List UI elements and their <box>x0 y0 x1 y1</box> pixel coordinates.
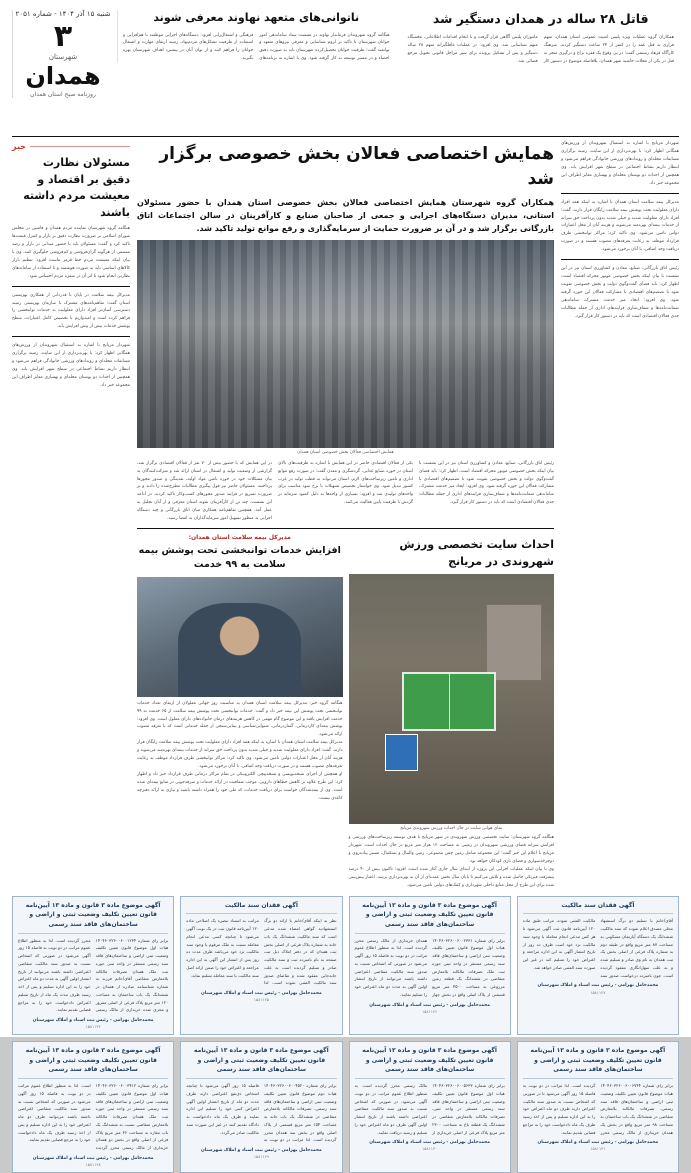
third-story-body-c: شهردار مریانج با اشاره به استقبال شهروندان از ورزش‌های همگانی اظهار کرد: با بهره‌برداری از این سایت، زمینه برگزاری مسابقات محله‌ای و رویدادهای ورزشی خانوادگی فراهم می‌شود و انتظار داریم نشاط اجتماعی در سطح شهر افزایش یابد. وی همچنین از احداث دو بوستان محله‌ای و بهسازی معابر اطراف این مجموعه خبر داد. <box>561 141 679 186</box>
column-left <box>561 140 679 890</box>
ad-card[interactable] <box>517 896 679 1035</box>
divider <box>561 259 679 260</box>
second-story-kicker: مدیرکل بیمه سلامت استان همدان: <box>188 534 291 542</box>
content-grid <box>12 140 679 890</box>
section-label: شهرستان <box>48 53 78 61</box>
second-story-photo <box>137 577 343 697</box>
divider <box>137 528 554 529</box>
aerial-court <box>385 734 418 771</box>
ad-code: ۱۵۸۱۱۳۱ <box>590 1146 606 1152</box>
ad-body: آقای/خانم با تسلیم دو برگ استشهاد محلی مصدق اعلام نموده که سند مالکیت ششدانگ یک دستگاه آپارتمان مسکونی به مساحت ۸۷ متر مربع واقع در طبقه دوم به شماره پلاک فرعی از اصلی بخش یک ثبت همدان به نام وی صادر و تسلیم شده و به علت سهل‌انگاری مفقود گردیده است. چون نامبرده درخواست صدور سند مالکیت المثنی نموده، مراتب طبق ماده ۱۲۰ آیین‌نامه قانون ثبت آگهی می‌شود تا هر کس مدعی انجام معامله یا وجود سند مالکیت نزد خود است ظرف ده روز از تاریخ انتشار آگهی به این اداره مراجعه و اعتراض خود را تسلیم کند در غیر این صورت سند المثنی صادر خواهد شد. <box>522 918 673 978</box>
ad-signature: محمدحامل بهرامی - رئیس ثبت اسناد و املاک شهرستان <box>369 1002 491 1008</box>
brief-3-headline: مسئولان نظارت دقیق بر اقتصاد و معیشت مردم داشته باشند <box>23 156 130 219</box>
second-story-body-b-left: مدیرکل بیمه سلامت استان همدان با اشاره به اینکه همه افراد دارای معلولیت تحت پوشش بیمه سلامت رایگان قرار دارند، گفت: افراد دارای معلولیت شدید و خیلی شدید بدون پرداخت حق سرانه از خدمات بیمه‌ای بهره‌مند می‌شوند و هزینه آنان از محل اعتبارات دولتی تامین می‌شود. وی تاکید کرد: مراکز توانبخشی طرف قرارداد موظف به رعایت تعرفه‌های مصوب هستند و در صورت دریافت وجه اضافی، با آنان برخورد می‌شود. <box>561 199 679 253</box>
ad-title: آگهی فقدان سند مالکیت <box>523 901 673 915</box>
second-story <box>137 534 343 890</box>
ad-title: آگهی موضوع ماده ۳ قانون و ماده ۱۳ آیین‌نامه قانون تعیین تکلیف وضعیت ثبتی و اراضی و ساختمان‌های فاقد سند رسمی <box>18 1046 168 1079</box>
main-body-left: رئیس اتاق بازرگانی، صنایع، معادن و کشاورزی استان نیز در این نشست با بیان اینکه بخش خصوصی موتور محرکه اقتصاد است، اظهار کرد: باید فضای گفت‌وگوی دولت و بخش خصوصی تقویت شود تا تصمیم‌های اقتصادی با مشارکت فعالان این حوزه گرفته شود. وی افزود: ایجاد میز خدمت مشترک، ساماندهی ضمانت‌نامه‌ها و شفاف‌سازی فرایندهای اداری از جمله مطالبات جدی فعالان اقتصادی است که باید در دستور کار قرار گیرد. <box>419 460 554 506</box>
third-story-body-a: هنگامه گروه شهرستان: سایت تخصصی ورزش شهروندی در شهر مریانج با هدف توسعه زیرساخت‌های ورزشی و افزایش سرانه فضای ورزشی شهروندان در زمینی به مساحت ۱۲ هزار متر مربع در حال احداث است. شهردار مریانج با اعلام این خبر گفت: این مجموعه شامل زمین چمن مصنوعی، زمین والیبال و بسکتبال، مسیر پیاده‌روی و دوچرخه‌سواری و فضای بازی کودکان خواهد بود. <box>348 835 554 864</box>
masthead <box>12 10 679 130</box>
third-story-photo-caption: نمای هوایی سایت در حال احداث ورزش شهروندی مریانج <box>400 826 503 832</box>
masthead-divider <box>12 136 679 137</box>
ad-code: ۱۵۸۱۱۲۸ <box>85 1161 101 1167</box>
ad-card[interactable] <box>12 1041 174 1173</box>
ad-row-1 <box>12 896 679 1035</box>
main-body-mid: یکی از فعالان اقتصادی حاضر در این همایش با اشاره به ظرفیت‌های بالای استان در حوزه صنایع غذایی، گردشگری و معدن گفت: در صورت رفع موانع اداری و تامین زیرساخت‌های لازم، استان می‌تواند به قطب تولید در غرب کشور تبدیل شود. وی خواستار تخصیص تسهیلات با نرخ سود مناسب برای واحدهای تولیدی شد و افزود: بسیاری از واحدها به دلیل کمبود سرمایه در گردش با ظرفیت پایین فعالیت می‌کنند. <box>278 460 413 506</box>
third-story-photo <box>349 574 555 824</box>
page-number: ۳ <box>53 19 73 54</box>
ad-title: آگهی موضوع ماده ۳ قانون و ماده ۱۳ آیین‌نامه قانون تعیین تکلیف وضعیت ثبتی و اراضی و ساختمان‌های فاقد سند رسمی <box>355 901 505 934</box>
ad-title: آگهی موضوع ماده ۳ قانون و ماده ۱۳ آیین‌نامه قانون تعیین تکلیف وضعیت ثبتی و اراضی و ساختمان‌های فاقد سند رسمی <box>523 1046 673 1079</box>
ad-card[interactable] <box>180 1041 342 1173</box>
ad-signature: محمدحامل بهرامی - رئیس ثبت اسناد و املاک شهرستان <box>200 1148 322 1154</box>
main-body-right: در این همایش که با حضور بیش از ۷۰ نفر از فعالان اقتصادی برگزار شد، گزارشی از وضعیت تولید و اشتغال در استان ارائه شد و شرکت‌کنندگان به بیان مشکلات خود در حوزه تامین مواد اولیه، نقدینگی و صدور مجوزها پرداختند. مسئولان حاضر نیز قول پیگیری مطالبات مطرح‌شده را دادند و بر ضرورت تسریع در فرایند صدور مجوزهای کسب‌وکار تاکید کردند. در ادامه این نشست، چند تن از کارآفرینان نمونه استان معرفی و از آنان تجلیل به عمل آمد. همچنین تفاهم‌نامه همکاری میان اتاق بازرگانی و چند دستگاه اجرایی به منظور تسهیل امور سرمایه‌گذاران به امضا رسید. <box>137 460 272 522</box>
ad-body: برابر رای شماره ۱۴۰۴۶۰۳۲۶۰۰۶۰۰۵۶۳۳ هیات اول موضوع قانون تعیین تکلیف وضعیت ثبتی اراضی و ساختمان‌های فاقد سند رسمی مستقر در واحد ثبتی، تصرفات مالکانه بلامعارض متقاضی در ششدانگ یک قطعه باغ به مساحت ۲۳۰۰ متر مربع پلاک فرعی از اصلی خریداری از مالک رسمی محرز گردیده است. به منظور اطلاع عموم مراتب در دو نوبت آگهی می‌شود. در صورتی که اشخاص نسبت به صدور سند مالکیت متقاضی اعتراضی داشته باشند از تاریخ انتشار اولین آگهی ظرف دو ماه اعتراض خود را تسلیم و رسید دریافت نمایند. <box>354 1083 505 1135</box>
ad-body: برابر رای شماره ۱۴۰۴۶۰۳۲۶۰۰۶۰۰۴۵۲۰ هیات دوم موضوع قانون تعیین تکلیف وضعیت ثبتی اراضی و ساختمان‌های فاقد سند رسمی، تصرفات مالکانه بلامعارض متقاضی در ششدانگ یک باب خانه به مساحت ۱۵۴ متر مربع قسمتی از پلاک اصلی واقع در بخش سه همدان محرز گردیده است. لذا مراتب در دو نوبت به فاصله ۱۵ روز آگهی می‌شود تا چنانچه اشخاص ذی‌نفع اعتراضی دارند ظرف مدت دو ماه از تاریخ انتشار اولین آگهی اعتراض کتبی خود را تسلیم این اداره نمایند و ظرف یک ماه دادخواست به دادگاه تقدیم کنند در غیر این صورت سند مالکیت صادر می‌گردد. <box>186 1083 337 1143</box>
section-bar-rule <box>30 146 130 147</box>
ad-title: آگهی موضوع ماده ۳ قانون و ماده ۱۳ آیین‌نامه قانون تعیین تکلیف وضعیت ثبتی و اراضی و ساختمان‌های فاقد سند رسمی <box>18 901 168 934</box>
ad-body: برابر رای شماره ۱۴۰۴۶۰۳۲۶۰۰۶۰۰۳۴۱۲ هیات اول موضوع قانون تعیین تکلیف وضعیت ثبتی اراضی و ساختمان‌های فاقد سند رسمی مستقر در واحد ثبتی حوزه ثبت ملک همدان تصرفات مالکانه بلامعارض متقاضی نسبت به ششدانگ یک باب مغازه به مساحت ۳۶ متر مربع پلاک فرعی از اصلی واقع در بخش دو همدان خریداری از مالک رسمی محرز گردیده است. لذا به منظور اطلاع عموم مراتب در دو نوبت به فاصله ۱۵ روز آگهی می‌شود در صورتی که اشخاص نسبت به صدور سند مالکیت متقاضی اعتراضی داشته باشند می‌توانند ظرف دو ماه اعتراض خود را به این اداره تسلیم و پس از اخذ رسید ظرف یک ماه دادخواست خود را به مرجع قضایی تقدیم نمایند. <box>18 1083 169 1151</box>
brand-title: همدان <box>25 62 101 90</box>
ad-title: آگهی موضوع ماده ۳ قانون و ماده ۱۳ آیین‌نامه قانون تعیین تکلیف وضعیت ثبتی و اراضی و ساختمان‌های فاقد سند رسمی <box>355 1046 505 1079</box>
ad-code: ۱۵۸۱۱۲۶ <box>422 1008 438 1014</box>
ad-row-2 <box>12 1041 679 1173</box>
brief-3-body: هنگامه گروه شهرستان نماینده مردم همدان و فامنین در مجلس شورای اسلامی بر ضرورت نظارت دقیق بر بازار و کنترل قیمت‌ها تاکید کرد و گفت: مسئولان باید با حضور میدانی در بازار و رصد مستمر، از هرگونه گران‌فروشی و کم‌فروشی جلوگیری کنند. وی با بیان اینکه معیشت مردم خط قرمز ماست افزود: تنظیم بازار کالاهای اساسی باید به صورت هوشمند و با استفاده از سامانه‌های نظارتی انجام شود تا اثر آن در سفره مردم احساس شود. <box>12 226 130 279</box>
second-story-body-d: مدیرکل بیمه سلامت در پایان با قدردانی از همکاری بهزیستی استان گفت: تفاهم‌نامه‌های مشترک با سازمان بهزیستی زمینه دسترسی آسان‌تر افراد دارای معلولیت به خدمات توانبخشی را فراهم کرده است و امیدواریم با تخصیص کامل اعتبارات، سطح پوشش خدمات بیش از پیش افزایش یابد. <box>12 292 130 330</box>
divider <box>12 336 130 337</box>
ad-signature: محمدحامل بهرامی - رئیس ثبت اسناد و املاک شهرستان <box>369 1140 491 1146</box>
ad-signature: محمدحامل بهرامی - رئیس ثبت اسناد و املاک شهرستان <box>537 1140 659 1146</box>
brief-body: همکاران گروه عملیات ویژه پلیس امنیت عمومی استان همدان، متهم فراری به قتل عمد را در کمتر از ۲۴ ساعت دستگیر کردند. سرهنگ کارآگاه فرهاد رستمی گفت: در پی وقوع یک فقره نزاع و درگیری منجر به قتل در یکی از محلات حاشیه شهر همدان، بلافاصله موضوع در دستور کار ماموران پلیس آگاهی قرار گرفت و با انجام اقدامات اطلاعاتی، مخفیگاه متهم شناسایی شد. وی افزود: در عملیات غافلگیرانه متهم ۲۸ ساله دستگیر و پس از تشکیل پرونده برای سیر مراحل قانونی تحویل مرجع قضائی شد. <box>407 34 674 64</box>
divider <box>561 193 679 194</box>
issue-date: شنبه ۱۵ آذر ۱۴۰۴ - شماره ۲۰۵۱ <box>15 10 111 18</box>
main-headline: همایش اختصاصی فعالان بخش خصوصی برگزار شد <box>159 144 554 189</box>
ad-code: ۱۵۸۱۱۲۷ <box>590 989 606 995</box>
ad-body: برابر رای شماره ۱۴۰۴۶۰۳۲۶۰۰۶۰۰۲۳۳۱ هیات اول موضوع قانون تعیین تکلیف وضعیت ثبتی اراضی و ساختمان‌های فاقد سند رسمی مستقر در واحد ثبتی حوزه ثبت ملک تصرفات مالکانه بلامعارض متقاضی در ششدانگ یک قطعه زمین مزروعی به مساحت ۴۵۰۰ متر مربع قسمتی از پلاک اصلی واقع در بخش چهار همدان خریداری از مالک رسمی محرز گردیده است. لذا به منظور اطلاع عموم مراتب در دو نوبت به فاصله ۱۵ روز آگهی می‌شود در صورتی که اشخاص نسبت به صدور سند مالکیت متقاضی اعتراضی داشته باشند می‌توانند از تاریخ انتشار اولین آگهی به مدت دو ماه اعتراض خود را تسلیم نمایند. <box>354 937 505 997</box>
ad-card[interactable] <box>180 896 342 1035</box>
third-story <box>349 534 555 890</box>
masthead-logo <box>12 10 109 98</box>
aerial-football-field <box>402 672 496 731</box>
ad-card[interactable] <box>517 1041 679 1173</box>
brand-subtitle: روزنامه صبح استان همدان <box>30 91 96 99</box>
second-story-headline: افزایش خدمات توانبخشی تحت پوشش بیمه سلامت به ۹۹ خدمت <box>138 545 341 571</box>
brief-title: قاتل ۲۸ ساله در همدان دستگیر شد <box>432 11 649 26</box>
lower-stories <box>137 534 554 890</box>
brief-news-2 <box>117 10 395 63</box>
second-story-body-a: هنگامه گروه خبر: مدیرکل بیمه سلامت استان همدان به مناسبت روز جهانی معلولان از ارتقای تعداد خدمات توانبخشی تحت پوشش این بیمه خبر داد و گفت: خدمات توانبخشی تحت پوشش بیمه سلامت از ۶۵ خدمت به ۹۹ خدمت افزایش یافته و این موضوع گام مهمی در کاهش هزینه‌های درمان خانواده‌های دارای معلول است. وی افزود: پوشش بیمه‌ای کاردرمانی، گفتاردرمانی، شنوایی‌شناسی و بینایی‌سنجی از جمله خدماتی است که با تعرفه مصوب ارائه می‌شود. <box>137 700 343 738</box>
ad-signature: محمدحامل بهرامی - رئیس ثبت اسناد و املاک شهرستان <box>537 983 659 989</box>
main-body-columns <box>137 460 554 524</box>
ad-body: برابر رای شماره ۱۴۰۴۶۰۳۲۶۰۰۶۰۰۱۲۳۴ هیات اول موضوع قانون تعیین تکلیف وضعیت ثبتی اراضی و ساختمان‌های فاقد سند رسمی مستقر در واحد ثبتی حوزه ثبت ملک همدان تصرفات مالکانه بلامعارض متقاضی آقای/خانم فرزند به شماره شناسنامه صادره از همدان در ششدانگ یک باب ساختمان به مساحت ۱۲۰ متر مربع پلاک فرعی از اصلی مفروز و مجزی شده خریداری از مالک رسمی محرز گردیده است. لذا به منظور اطلاع عموم مراتب در دو نوبت به فاصله ۱۵ روز آگهی می‌شود در صورتی که اشخاص نسبت به صدور سند مالکیت متقاضی اعتراضی داشته باشند می‌توانند از تاریخ انتشار اولین آگهی به مدت دو ماه اعتراض خود را به این اداره تسلیم و پس از اخذ رسید ظرف مدت یک ماه از تاریخ تسلیم اعتراض دادخواست خود را به مراجع قضایی تقدیم نمایند. <box>18 937 169 1013</box>
ad-signature: محمدحامل بهرامی - رئیس ثبت اسناد و املاک شهرستان <box>32 1018 154 1024</box>
column-right <box>12 140 130 890</box>
divider <box>12 286 130 287</box>
ad-signature: محمدحامل بهرامی - رئیس ثبت اسناد و املاک شهرستان <box>200 991 322 997</box>
ad-signature: محمدحامل بهرامی - رئیس ثبت اسناد و املاک شهرستان <box>32 1155 154 1161</box>
brief-body: هنگامه گروه شهروندان فرماندار نهاوند در نشست ستاد ساماندهی امور جوانان شهرستان با تاکید بر لزوم شناسایی و معرفی نیروهای متعهد و توانمند گفت: ظرفیت جوانان تحصیل‌کرده شهرستان باید به صورت دقیق احصاء و در مسیر توسعه به کار گرفته شود. وی با اشاره به برنامه‌های فرهنگی و اشتغال‌زایی افزود: دستگاه‌های اجرایی موظفند با هم‌افزایی و استفاده از ظرفیت تشکل‌های مردم‌نهاد، زمینه ارتقای مهارت و اشتغال جوانان را فراهم کنند و از توان آنان در پیشبرد اهداف شهرستان بهره بگیرند. <box>123 32 390 62</box>
ad-title: آگهی موضوع ماده ۳ قانون و ماده ۱۳ آیین‌نامه قانون تعیین تکلیف وضعیت ثبتی و اراضی و ساختمان‌های فاقد سند رسمی <box>186 1046 336 1079</box>
ad-body: برابر رای شماره ۱۴۰۴۶۰۳۲۶۰۰۶۰۰۶۷۴۴ هیات موضوع قانون تعیین تکلیف وضعیت ثبتی اراضی و ساختمان‌های فاقد سند رسمی، تصرفات مالکانه بلامعارض متقاضی در ششدانگ یک باب ساختمان به مساحت ۹۸ متر مربع واقع در بخش یک همدان خریداری از مالک رسمی محرز گردیده است. لذا مراتب در دو نوبت به فاصله ۱۵ روز آگهی می‌شود تا در صورتی که اشخاص نسبت به صدور سند مالکیت اعتراض دارند ظرف دو ماه اعتراض خود را به این اداره تسلیم و پس از اخذ رسید ظرف یک ماه دادخواست خود را به مراجع قضایی تقدیم نمایند. <box>522 1083 673 1135</box>
ad-card[interactable] <box>349 896 511 1035</box>
ad-code: ۱۵۸۱۱۲۴ <box>85 1024 101 1030</box>
brief-news-1 <box>403 10 680 66</box>
ad-title: آگهی فقدان سند مالکیت <box>186 901 336 915</box>
ad-card[interactable] <box>12 896 174 1035</box>
main-photo-caption: همایش اختصاصی فعالان بخش خصوصی استان همدان <box>297 449 394 455</box>
main-lead: همکاران گروه شهرستان همایش اختصاصی فعالان بخش خصوصی استان همدان با حضور مسئولان استانی، مدیران دستگاه‌های اجرایی و جمعی از صاحبان صنایع و کارآفرینان در سالن اجتماعات اتاق بازرگانی برگزار شد و در آن بر ضرورت حمایت از سرمایه‌گذاری و رفع موانع تولید تاکید شد. <box>137 198 554 233</box>
ad-card[interactable] <box>349 1041 511 1173</box>
ad-code: ۱۵۸۱۱۲۹ <box>253 1154 269 1160</box>
second-story-body-b: مدیرکل بیمه سلامت استان همدان با اشاره به اینکه همه افراد دارای معلولیت تحت پوشش بیمه سلامت رایگان قرار دارند، گفت: افراد دارای معلولیت شدید و خیلی شدید بدون پرداخت حق سرانه از خدمات بیمه‌ای بهره‌مند می‌شوند و هزینه آنان از محل اعتبارات دولتی تامین می‌شود. وی تاکید کرد: مراکز توانبخشی طرف قرارداد موظف به رعایت تعرفه‌های مصوب هستند و در صورت دریافت وجه اضافی، با آنان برخورد می‌شود. <box>137 740 343 770</box>
third-story-body-c-dup: شهردار مریانج با اشاره به استقبال شهروندان از ورزش‌های همگانی اظهار کرد: با بهره‌برداری از این سایت، زمینه برگزاری مسابقات محله‌ای و رویدادهای ورزشی خانوادگی فراهم می‌شود و انتظار داریم نشاط اجتماعی در سطح شهر افزایش یابد. وی همچنین از احداث دو بوستان محله‌ای و بهسازی معابر اطراف این مجموعه خبر داد. <box>12 343 130 388</box>
aerial-building <box>486 604 541 681</box>
main-body-left-cont: رئیس اتاق بازرگانی، صنایع، معادن و کشاورزی استان نیز در این نشست با بیان اینکه بخش خصوصی موتور محرکه اقتصاد است، اظهار کرد: باید فضای گفت‌وگوی دولت و بخش خصوصی تقویت شود تا تصمیم‌های اقتصادی با مشارکت فعالان این حوزه گرفته شود. وی افزود: ایجاد میز خدمت مشترک، ساماندهی ضمانت‌نامه‌ها و شفاف‌سازی فرایندهای اداری از جمله مطالبات جدی فعالان اقتصادی است که باید در دستور کار قرار گیرد. <box>561 266 679 319</box>
section-bar-label: خبر <box>12 142 27 151</box>
classified-ads <box>12 896 679 1173</box>
second-story-body-c: او همچنین از اجرای نسخه‌نویسی و نسخه‌پیچی الکترونیکی در تمام مراکز درمانی طرف قرارداد خبر داد و اظهار کرد: این طرح علاوه بر کاهش خطاهای دارویی، موجب شفافیت در ارائه خدمات و صرفه‌جویی در منابع بیمه‌ای شده است. وی از بیمه‌شدگان خواست برای دریافت خدمات، کد ملی خود را همراه داشته باشند و نیازی به ارائه دفترچه کاغذی نیست. <box>137 772 343 801</box>
main-photo <box>137 240 554 448</box>
ad-code: ۱۵۸۱۱۲۵ <box>253 997 269 1003</box>
section-bar <box>12 142 130 151</box>
third-story-body-b: وی با بیان اینکه عملیات اجرایی این پروژه از ابتدای سال جاری آغاز شده است، افزود: تاکنون بیش از ۴۰ درصد پیشرفت فیزیکی حاصل شده و تلاش می‌کنیم تا پایان سال بخش عمده‌ای از آن به بهره‌برداری برسد. اعتبار پیش‌بینی شده برای این طرح از محل منابع داخلی شهرداری و کمک‌های دولتی تامین می‌شود. <box>348 866 554 888</box>
third-story-headline: احداث سایت تخصصی ورزش شهروندی در مریانج <box>399 538 554 568</box>
brief-title: ناتوانی‌های متعهد نهاوند معرفی شوند <box>153 11 360 24</box>
ad-code: ۱۵۸۱۱۳۰ <box>422 1146 438 1152</box>
ad-body: نظر به اینکه آقای/خانم با ارائه دو برگ استشهادیه گواهی امضاء شده مدعی است که سند مالکیت ششدانگ یک باب خانه به شماره پلاک فرعی از اصلی بخش ثبت همدان که در دفتر املاک ذیل ثبت صفحه به نام نامبرده ثبت و سند مالکیت صادر و تسلیم گردیده است به علت جابه‌جایی مفقود شده و تقاضای صدور سند مالکیت المثنی نموده است. لذا مراتب به استناد تبصره یک اصلاحی ماده ۱۲۰ آیین‌نامه قانون ثبت در یک نوبت آگهی می‌شود تا چنانچه کسی مدعی انجام معامله نسبت به ملک مرقوم یا وجود سند مالکیت نزد خود می‌باشد ظرف مدت ده روز پس از انتشار این آگهی به این اداره مراجعه و اعتراض خود را ضمن ارائه اصل سند مالکیت یا سند معامله تسلیم نماید. <box>186 918 337 986</box>
column-middle <box>137 140 554 890</box>
